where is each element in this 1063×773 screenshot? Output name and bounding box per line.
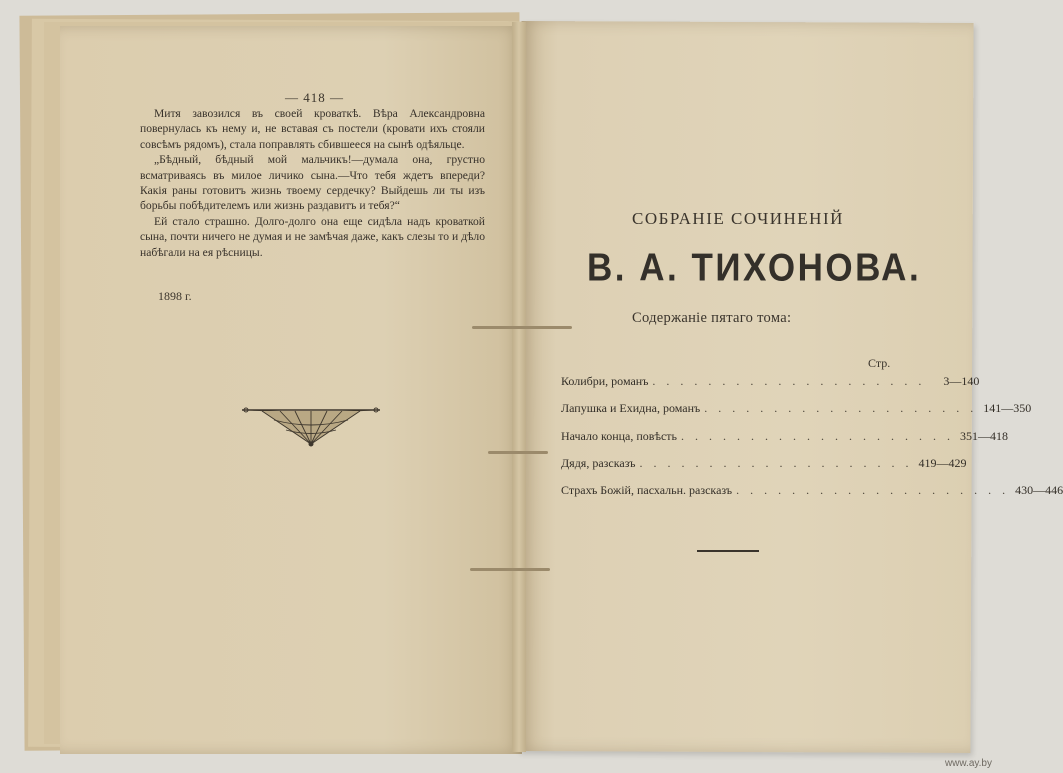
paragraph: „Бѣдный, бѣдный мой мальчикъ!—думала она, грустно всматриваясь въ милое личико сына.—Что тебя ждетъ впереди? Какія раны готовитъ жизнь твоему сердечку? Выйдешь ли ты изъ борьбы побѣдителемъ или жизнь раздавитъ и тебя?“ (140, 153, 485, 213)
toc-title: Лапушка и Ехидна, романъ (561, 401, 701, 416)
table-of-contents (561, 374, 1063, 510)
paragraph: Ей стало страшно. Долго-долго она еще сидѣла надъ кроваткой сына, почти ничего не думая и не замѣчая даже, какъ слезы то и дѣло набѣгали на ея рѣсницы. (140, 214, 485, 259)
closing-rule (697, 550, 759, 552)
toc-title: Начало конца, повѣсть (561, 428, 678, 443)
toc-entry (561, 374, 980, 401)
toc-leader: . . . . . . . . . . . . . . . . . . . . (639, 455, 913, 470)
page-number: — 418 — (285, 90, 344, 105)
toc-title: Страхъ Божій, пасхальн. разсказъ (561, 483, 733, 498)
toc-entry (561, 401, 1032, 428)
toc-title: Колибри, романъ (561, 374, 649, 388)
toc-leader: . . . . . . . . . . . . . . . . . . . . (681, 428, 955, 443)
book-spine (512, 22, 526, 752)
spine-tear (470, 568, 550, 571)
fan-ornament-icon (240, 404, 382, 448)
toc-pages: 141—350 (983, 401, 1032, 416)
left-page-text (140, 106, 485, 260)
toc-entry (561, 455, 967, 483)
toc-leader: . . . . . . . . . . . . . . . . . . . . (704, 401, 978, 416)
author-name: В. А. ТИХОНОВА. (587, 245, 922, 290)
spine-tear (488, 451, 548, 454)
toc-pages: 419—429 (918, 455, 967, 470)
toc-pages: 430—446 (1015, 483, 1063, 498)
toc-pages: 351—418 (960, 428, 1009, 443)
year-signature: 1898 г. (158, 289, 192, 303)
toc-leader: . . . . . . . . . . . . . . . . . . . . (736, 483, 1010, 498)
toc-entry (561, 483, 1063, 510)
collection-title: СОБРАНІЕ СОЧИНЕНІЙ (632, 209, 844, 228)
paragraph: Митя завозился въ своей кроваткѣ. Вѣра Александровна повернулась къ нему и, не вставая съ постели (кровати ихъ стояли совсѣмъ рядомъ), стала поправлять сбившееся на сынѣ одѣяльце. (140, 107, 485, 151)
toc-entry (561, 428, 1009, 456)
watermark: www.ay.by (944, 758, 992, 769)
toc-leader: . . . . . . . . . . . . . . . . . . . . (652, 374, 926, 388)
toc-pages: 3—140 (943, 374, 980, 388)
contents-heading: Содержаніе пятаго тома: (632, 310, 792, 326)
toc-title: Дядя, разсказъ (561, 455, 636, 470)
pages-column-label: Стр. (868, 356, 891, 370)
spine-tear (472, 326, 572, 329)
